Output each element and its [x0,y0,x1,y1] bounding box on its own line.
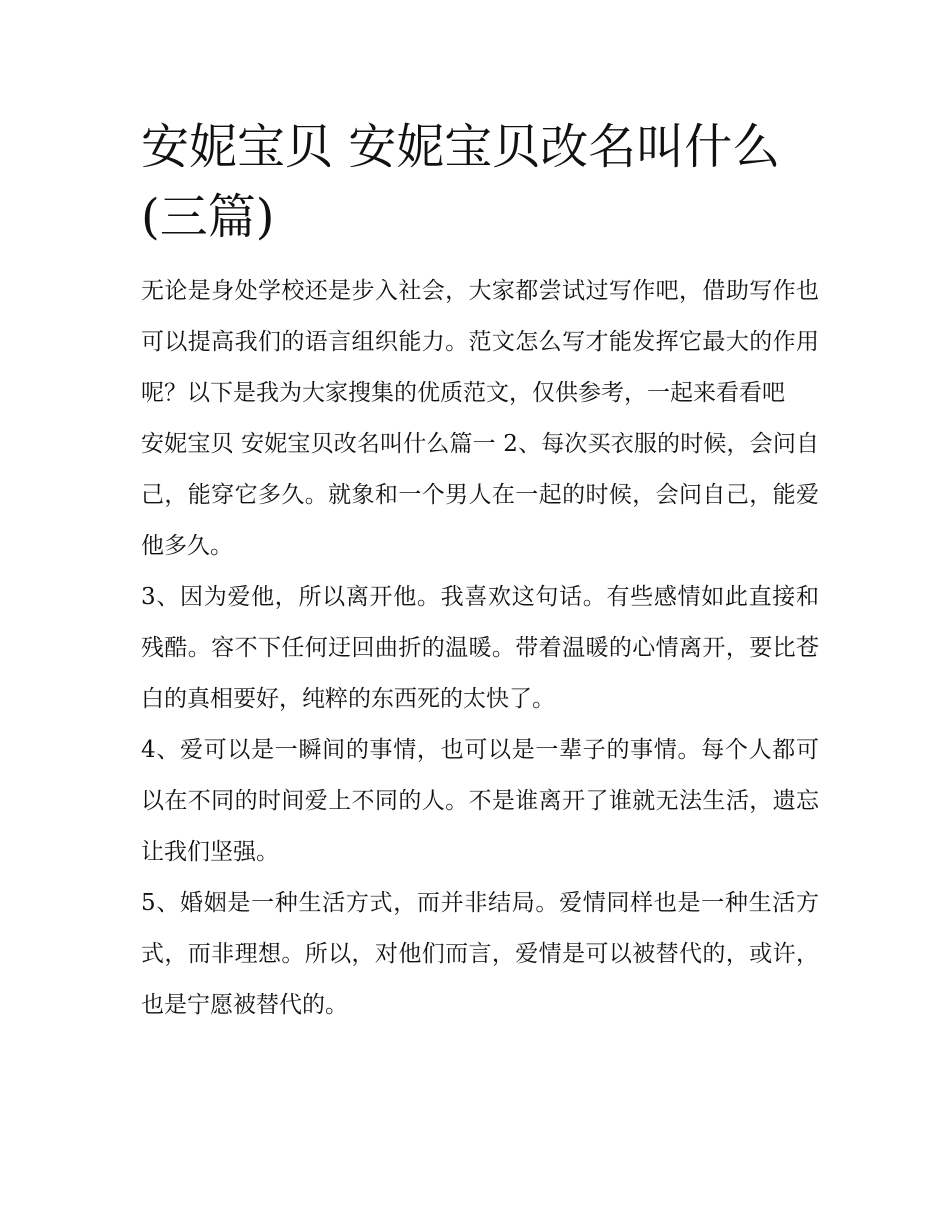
document-title: 安妮宝贝 安妮宝贝改名叫什么(三篇) [141,119,781,245]
document-body [141,112,819,1031]
item-4-paragraph: 4、爱可以是一瞬间的事情，也可以是一辈子的事情。每个人都可以在不同的时间爱上不同的人。不是谁离开了谁就无法生活，遗忘让我们坚强。 [141,737,819,865]
item-5-paragraph: 5、婚姻是一种生活方式，而并非结局。爱情同样也是一种生活方式，而非理想。所以，对他们而言，爱情是可以被替代的，或许，也是宁愿被替代的。 [141,890,819,1018]
item-3-paragraph: 3、因为爱他，所以离开他。我喜欢这句话。有些感情如此直接和残酷。容不下任何迂回曲折的温暖。带着温暖的心情离开，要比苍白的真相要好，纯粹的东西死的太快了。 [141,584,819,712]
intro-paragraph: 无论是身处学校还是步入社会，大家都尝试过写作吧，借助写作也可以提高我们的语言组织能力。范文怎么写才能发挥它最大的作用呢？以下是我为大家搜集的优质范文，仅供参考，一起来看看吧 [141,278,819,406]
section-one-paragraph: 安妮宝贝 安妮宝贝改名叫什么篇一 2、每次买衣服的时候，会问自己，能穿它多久。就象和一个男人在一起的时候，会问自己，能爱他多久。 [141,431,819,559]
